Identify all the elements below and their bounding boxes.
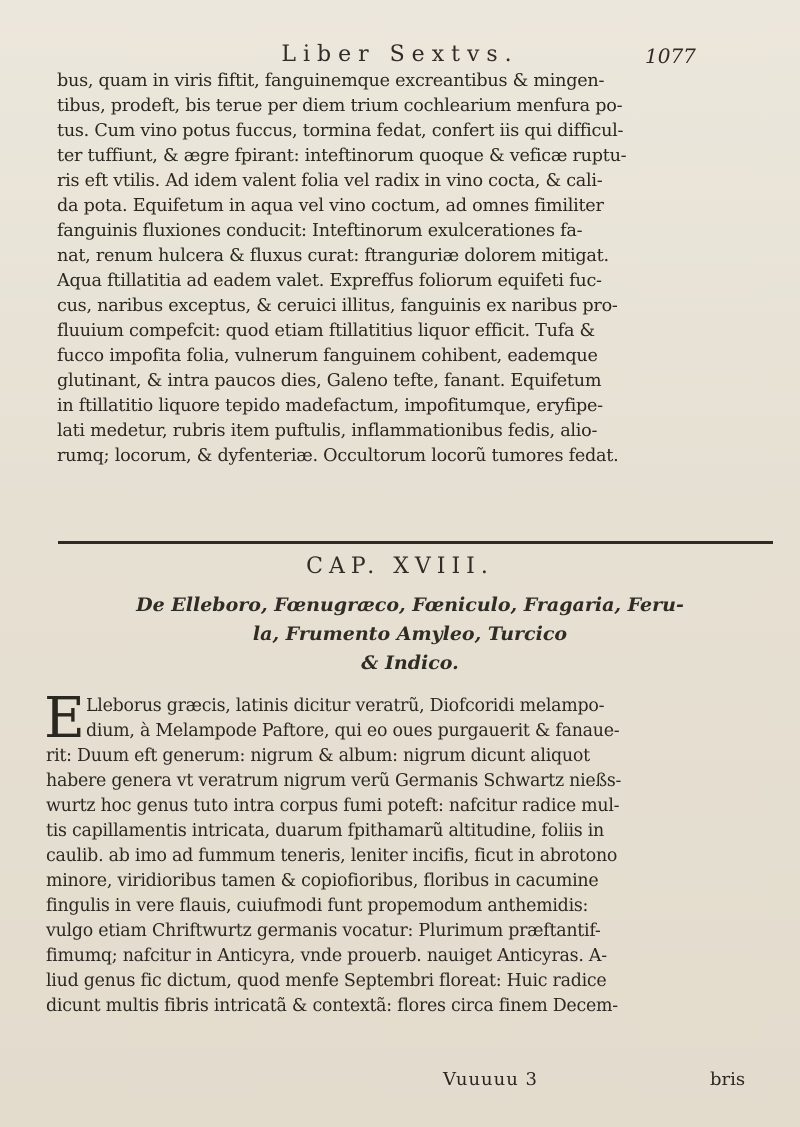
text-line: bus, quam in viris fiftit, fanguinemque excreantibus & mingen- xyxy=(57,71,605,91)
text-line: vulgo etiam Chriftwurtz germanis vocatur: Plurimum præftantif- xyxy=(46,921,601,941)
text-line: glutinant, & intra paucos dies, Galeno tefte, fanant. Equifetum xyxy=(57,371,602,391)
running-title: Liber Sextvs. xyxy=(281,42,519,67)
text-line: dium, à Melampode Paftore, qui eo oues purgauerit & fanaue- xyxy=(86,721,620,741)
chapter-heading: CAP. XVIII. xyxy=(306,554,494,579)
text-line: in ftillatitio liquore tepido madefactum, impofitumque, eryfipe- xyxy=(57,396,603,416)
signature-mark: Vuuuuu 3 xyxy=(443,1069,538,1090)
text-line: dicunt multis fibris intricatã & contextã: flores circa finem Decem- xyxy=(46,996,618,1016)
catchword: bris xyxy=(710,1069,746,1090)
text-line: Aqua ftillatitia ad eadem valet. Expreffus foliorum equifeti fuc- xyxy=(57,271,602,291)
drop-cap-initial: E xyxy=(44,686,85,751)
section-divider-rule xyxy=(58,541,773,544)
text-line: tus. Cum vino potus fuccus, tormina fedat, confert iis qui difficul- xyxy=(57,121,624,141)
text-line: fucco impofita folia, vulnerum fanguinem cohibent, eademque xyxy=(57,346,598,366)
text-line: cus, naribus exceptus, & ceruici illitus, fanguinis ex naribus pro- xyxy=(57,296,618,316)
text-line: habere genera vt veratrum nigrum verũ Germanis Schwartz nießs- xyxy=(46,771,622,791)
text-line: fingulis in vere flauis, cuiufmodi funt propemodum anthemidis: xyxy=(46,896,589,916)
text-line: wurtz hoc genus tuto intra corpus fumi poteft: nafcitur radice mul- xyxy=(46,796,620,816)
subtitle-line: De Elleboro, Fœnugræco, Fœniculo, Fragaria, Feru- xyxy=(136,594,684,616)
chapter-paragraph xyxy=(46,694,766,1019)
text-line: tibus, prodeft, bis terue per diem trium cochlearium menfura po- xyxy=(57,96,623,116)
text-line: minore, viridioribus tamen & copiofioribus, floribus in cacumine xyxy=(46,871,599,891)
text-line: fimumq; nafcitur in Anticyra, vnde prouerb. nauiget Anticyras. A- xyxy=(46,946,607,966)
text-line: liud genus fic dictum, quod menfe Septembri floreat: Huic radice xyxy=(46,971,607,991)
text-line: nat, renum hulcera & fluxus curat: ftranguriæ dolorem mitigat. xyxy=(57,246,609,266)
text-line: rit: Duum eft generum: nigrum & album: nigrum dicunt aliquot xyxy=(46,746,590,766)
text-line: fluuium compefcit: quod etiam ftillatitius liquor efficit. Tufa & xyxy=(57,321,595,341)
text-line: Lleborus græcis, latinis dicitur veratrũ, Diofcoridi melampo- xyxy=(86,696,605,716)
text-line: caulib. ab imo ad fummum teneris, leniter incifis, ficut in abrotono xyxy=(46,846,618,866)
text-line: ris eft vtilis. Ad idem valent folia vel radix in vino cocta, & cali- xyxy=(57,171,603,191)
subtitle-line: la, Frumento Amyleo, Turcico xyxy=(252,623,568,645)
text-line: fanguinis fluxiones conducit: Inteftinorum exulcerationes fa- xyxy=(57,221,583,241)
chapter-subtitle xyxy=(100,591,720,678)
subtitle-line: & Indico. xyxy=(361,652,459,674)
page-number: 1077 xyxy=(645,44,696,68)
text-line: da pota. Equifetum in aqua vel vino coctum, ad omnes fimiliter xyxy=(57,196,604,216)
text-line: lati medetur, rubris item puftulis, inflammationibus fedis, alio- xyxy=(57,421,598,441)
text-line: rumq; locorum, & dyfenteriæ. Occultorum locorũ tumores fedat. xyxy=(57,446,619,466)
paragraph-continuation xyxy=(57,69,757,469)
text-line: ter tuffiunt, & ægre fpirant: inteftinorum quoque & veficæ ruptu- xyxy=(57,146,627,166)
text-line: tis capillamentis intricata, duarum fpithamarũ altitudine, foliis in xyxy=(46,821,604,841)
